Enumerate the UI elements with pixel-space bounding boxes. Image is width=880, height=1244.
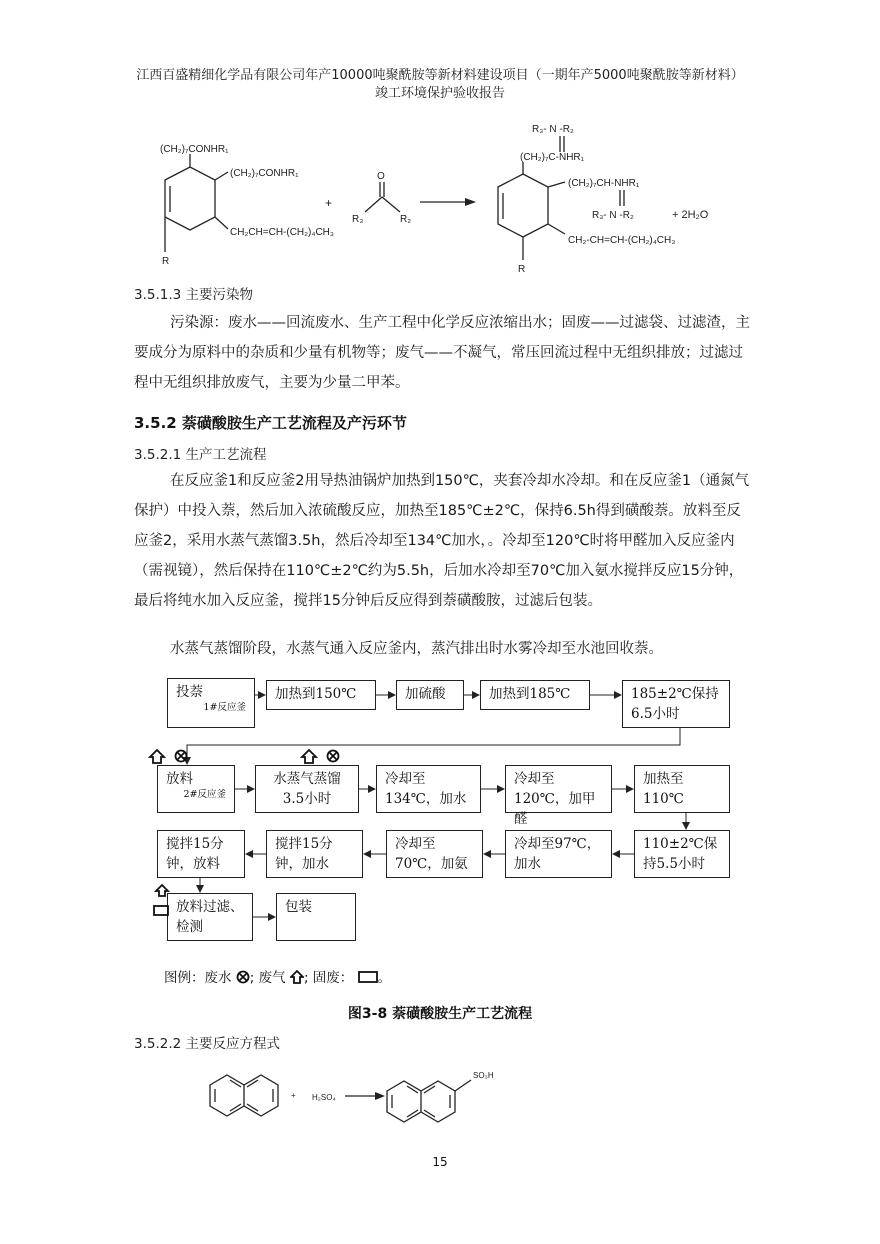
product-group-4: R₃- N -R₂ [592, 210, 634, 221]
process-description: 在反应釜1和反应釜2用导热油锅炉加热到150℃，夹套冷却水冷却。和在反应釜1（通氮气保护）中投入萘，然后加入浓硫酸反应，加热至185℃±2℃，保持6.5h得到磺酸萘。放料至反应釜2，采用水蒸气蒸馏3.5h，然后冷却至134℃加水，。冷却至120℃时将甲醛加入反应釜内（需视镜），然后保持在110℃±2℃约为5.5h，后加水冷却至70℃加入氨水搅拌反应15分钟，最后将纯水加入反应釜，搅拌15分钟后反应得到萘磺酸胺，过滤后包装。 [134, 473, 750, 609]
substrate-group-2: (CH₂)₇CONHR₁ [230, 168, 299, 179]
figure-caption: 图3-8 萘磺酸胺生产工艺流程 [347, 1006, 533, 1022]
flow-step-heat-110: 加热至110℃ [634, 765, 730, 813]
reaction-scheme-2 [195, 1058, 535, 1148]
section-3-5-2-1-title: 3.5.2.1 生产工艺流程 [134, 447, 267, 463]
ketone-oxygen: O [377, 171, 385, 182]
product-r: R [518, 264, 526, 275]
flow-step-cool-70: 冷却至70℃，加氨 [386, 830, 483, 878]
waste-gas-icon-2 [302, 750, 316, 763]
plus-sign-2: + [291, 1091, 296, 1100]
section-3-5-1-3-text: 污染源：废水——回流废水、生产工程中化学反应浓缩出水；固废——过滤袋、过滤渣，主要成分为原料中的杂质和少量有机物等；废气——不凝气，常压回流过程中无组织排放；过滤过程中无组织排放废气，主要为少量二甲苯。 [134, 315, 750, 391]
section-3-5-1-3-title: 3.5.1.3 主要污染物 [134, 287, 254, 303]
waste-gas-icon [150, 750, 164, 763]
sulfonic-group-label: SO₃H [473, 1071, 494, 1080]
legend-solid-waste-icon [358, 971, 378, 983]
ketone-r3: R₃ [352, 214, 364, 225]
substrate-group-3: CH₂CH=CH-(CH₂)₄CH₃ [230, 227, 334, 238]
solid-waste-icon [154, 906, 168, 915]
flow-step-stir-add-water: 搅拌15分钟，加水 [266, 830, 363, 878]
waste-gas-icon-3 [156, 885, 168, 896]
section-3-5-2-title: 3.5.2 萘磺酸胺生产工艺流程及产污环节 [134, 414, 407, 432]
sulfuric-acid-label: H₂SO₄ [312, 1093, 336, 1102]
flow-step-steam-distillation: 水蒸气蒸馏3.5小时 [255, 765, 359, 813]
flow-step-discharge: 放料 2#反应釜 [157, 765, 235, 813]
flow-step-heat-185: 加热到185℃ [480, 680, 590, 710]
plus-sign: + [325, 196, 333, 210]
flow-step-add-sulfuric-acid: 加硫酸 [396, 680, 464, 710]
ketone-r2: R₂ [400, 214, 412, 225]
header-subtitle: 竣工环境保护验收报告 [374, 86, 505, 101]
header-title: 江西百盛精细化学品有限公司年产10000吨聚酰胺等新材料建设项目（一期年产5000吨聚酰胺等新材料） [136, 68, 744, 83]
flow-step-hold-110: 110±2℃保持5.5小时 [634, 830, 730, 878]
steam-distillation-note: 水蒸气蒸馏阶段，水蒸气通入反应釜内，蒸汽排出时水雾冷却至水池回收萘。 [170, 641, 663, 657]
substrate-group-1: (CH₂)₇CONHR₁ [160, 144, 229, 155]
legend-waste-gas-icon [290, 970, 304, 984]
flow-step-filter-inspect: 放料过滤、检测 [167, 893, 253, 941]
flow-step-cool-134: 冷却至134℃，加水 [376, 765, 481, 813]
section-3-5-2-2-title: 3.5.2.2 主要反应方程式 [134, 1036, 281, 1052]
flow-step-stir-discharge: 搅拌15分钟，放料 [157, 830, 245, 878]
flow-step-heat-150: 加热到150℃ [266, 680, 376, 710]
product-group-1: R₃- N -R₂ [532, 124, 574, 135]
page-number: 15 [432, 1155, 448, 1169]
flow-step-cool-97: 冷却至97℃，加水 [505, 830, 612, 878]
product-group-3: (CH₂)₇CH-NHR₁ [568, 178, 640, 189]
flow-step-packaging: 包装 [276, 893, 356, 941]
product-water: + 2H₂O [672, 209, 709, 221]
flow-step-cool-120: 冷却至120℃，加甲醛 [505, 765, 612, 813]
product-group-2: (CH₂)₇C-NHR₁ [520, 152, 585, 163]
flow-legend: 图例：废水 ; 废气 ; 固废： 。 [164, 970, 392, 986]
substrate-r: R [162, 256, 170, 267]
legend-wastewater-icon [236, 970, 250, 984]
flow-step-hold-185: 185±2℃保持6.5小时 [622, 680, 730, 728]
product-group-5: CH₂-CH=CH-(CH₂)₄CH₃ [568, 235, 676, 246]
flow-step-add-naphthalene: 投萘 1#反应釜 [167, 678, 255, 728]
